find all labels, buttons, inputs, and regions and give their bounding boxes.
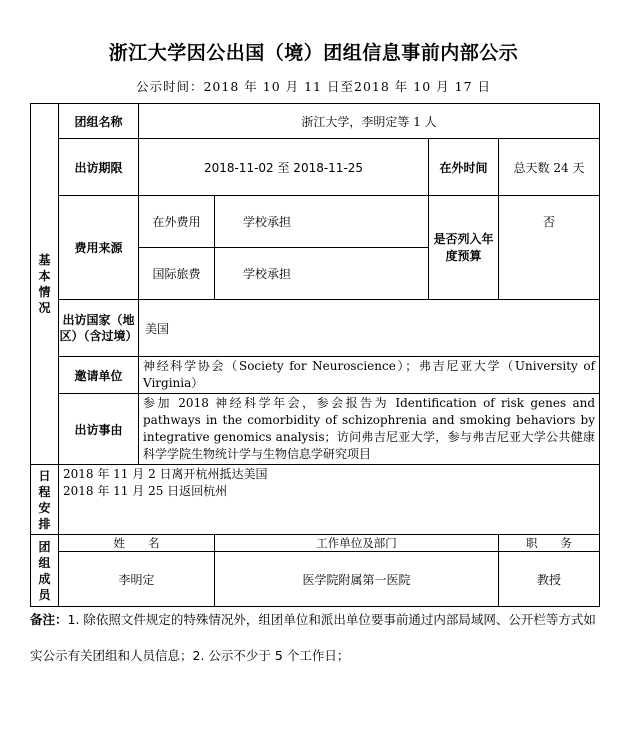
notice-period-label: 公示时间： <box>135 79 204 94</box>
group-name-label: 团组名称 <box>59 104 139 139</box>
schedule-line-1: 2018 年 11 月 2 日离开杭州抵达美国 <box>63 467 268 481</box>
section-members: 团 组 成 员 <box>31 535 59 607</box>
budget-value: 否 <box>499 196 600 300</box>
abroad-cost-value: 学校承担 <box>215 196 429 248</box>
schedule-value <box>59 465 600 535</box>
start-month: 10 <box>262 79 281 94</box>
end-day: 17 <box>454 79 473 94</box>
purpose-value: 参加 2018 神经科学年会，参会报告为 Identification of risk genes and pathways in the comorbidity of schizophrenia and smoking behaviors by integrative genomics analysis；访问弗吉尼亚大学，参与弗吉尼亚大学公共健康科学学院生物统计学与生物信息学研究项目 <box>139 394 600 465</box>
funding-label: 费用来源 <box>59 196 139 300</box>
start-year: 2018 <box>203 79 240 94</box>
purpose-label: 出访事由 <box>59 394 139 465</box>
schedule-line-2: 2018 年 11 月 25 日返回杭州 <box>63 484 228 498</box>
note-text-2: 2. 公示不少于 5 个工作日； <box>192 648 350 663</box>
group-name-value: 浙江大学，李明定等 1 人 <box>139 104 600 139</box>
member-title: 教授 <box>499 552 600 607</box>
member-header-unit: 工作单位及部门 <box>215 535 499 552</box>
note-label: 备注： <box>30 612 68 627</box>
country-label: 出访国家（地区）（含过境） <box>59 300 139 357</box>
end-year: 2018 <box>354 79 390 94</box>
start-day: 11 <box>304 79 323 94</box>
abroad-cost-label: 在外费用 <box>139 196 215 248</box>
section-basic-info: 基 本 情 况 <box>31 104 59 465</box>
inviter-label: 邀请单位 <box>59 357 139 394</box>
note <box>30 602 602 674</box>
days-label: 在外时间 <box>429 139 499 196</box>
country-value: 美国 <box>139 300 600 357</box>
travel-cost-label: 国际旅费 <box>139 248 215 300</box>
end-month: 10 <box>413 79 432 94</box>
period-label: 出访期限 <box>59 139 139 196</box>
page-title: 浙江大学因公出国（境）团组信息事前内部公示 <box>108 42 519 64</box>
notice-to: 至 <box>340 79 355 94</box>
travel-cost-value: 学校承担 <box>215 248 429 300</box>
member-name: 李明定 <box>59 552 215 607</box>
member-unit: 医学院附属第一医院 <box>215 552 499 607</box>
inviter-value: 神经科学协会（Society for Neuroscience）；弗吉尼亚大学（University of Virginia） <box>139 357 600 394</box>
budget-label: 是否列入年度预算 <box>429 196 499 300</box>
member-header-title: 职 务 <box>499 535 600 552</box>
note-text: 1. 除依照文件规定的特殊情况外，组团单位和派出单位要事前通过内部局域网、公开栏等方式如实公示有关团组和人员信息； <box>30 612 596 663</box>
days-value: 总天数 24 天 <box>499 139 600 196</box>
table-row <box>31 552 600 607</box>
period-value: 2018-11-02 至 2018-11-25 <box>139 139 429 196</box>
member-header-name: 姓 名 <box>59 535 215 552</box>
info-table <box>30 103 600 607</box>
section-schedule: 日 程 安 排 <box>31 465 59 535</box>
notice-period: 公示时间：2018 年 10 月 11 日至2018 年 10 月 17 日 <box>135 79 492 94</box>
